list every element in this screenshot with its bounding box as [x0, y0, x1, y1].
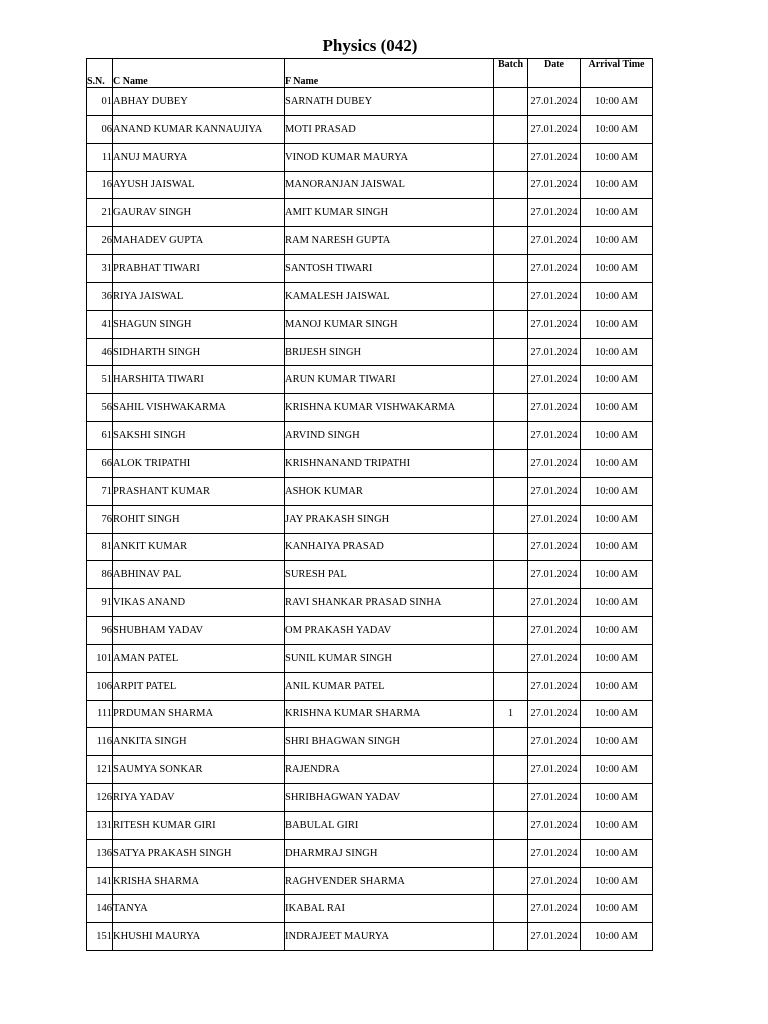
cell-c-name: PRABHAT TIWARI	[113, 255, 285, 283]
cell-sn: 86	[87, 561, 113, 589]
cell-sn: 91	[87, 589, 113, 617]
cell-batch-empty	[494, 310, 528, 338]
table-row	[87, 867, 653, 895]
cell-arrival-time: 10:00 AM	[581, 756, 653, 784]
cell-f-name: JAY PRAKASH SINGH	[285, 505, 494, 533]
cell-arrival-time: 10:00 AM	[581, 227, 653, 255]
cell-f-name: RAGHVENDER SHARMA	[285, 867, 494, 895]
cell-f-name: KAMALESH JAISWAL	[285, 282, 494, 310]
table-row	[87, 366, 653, 394]
cell-batch-empty	[494, 589, 528, 617]
cell-date: 27.01.2024	[528, 756, 581, 784]
cell-c-name: RIYA JAISWAL	[113, 282, 285, 310]
cell-c-name: HARSHITA TIWARI	[113, 366, 285, 394]
cell-date: 27.01.2024	[528, 199, 581, 227]
cell-f-name: AMIT KUMAR SINGH	[285, 199, 494, 227]
cell-sn: 141	[87, 867, 113, 895]
cell-date: 27.01.2024	[528, 282, 581, 310]
cell-sn: 31	[87, 255, 113, 283]
table-row	[87, 505, 653, 533]
cell-sn: 101	[87, 644, 113, 672]
cell-arrival-time: 10:00 AM	[581, 282, 653, 310]
cell-date: 27.01.2024	[528, 644, 581, 672]
cell-arrival-time: 10:00 AM	[581, 310, 653, 338]
table-row	[87, 811, 653, 839]
cell-c-name: ANAND KUMAR KANNAUJIYA	[113, 115, 285, 143]
cell-date: 27.01.2024	[528, 227, 581, 255]
cell-c-name: SAKSHI SINGH	[113, 422, 285, 450]
table-row	[87, 88, 653, 116]
cell-f-name: SUNIL KUMAR SINGH	[285, 644, 494, 672]
cell-c-name: PRASHANT KUMAR	[113, 477, 285, 505]
table-row	[87, 589, 653, 617]
cell-batch-empty	[494, 867, 528, 895]
cell-f-name: SURESH PAL	[285, 561, 494, 589]
table-row	[87, 728, 653, 756]
table-row	[87, 282, 653, 310]
cell-batch-empty	[494, 394, 528, 422]
cell-batch-empty	[494, 227, 528, 255]
cell-date: 27.01.2024	[528, 366, 581, 394]
table-row	[87, 477, 653, 505]
cell-batch-empty	[494, 199, 528, 227]
cell-f-name: SARNATH DUBEY	[285, 88, 494, 116]
table-row	[87, 422, 653, 450]
header-batch: Batch	[494, 59, 528, 88]
cell-date: 27.01.2024	[528, 700, 581, 728]
cell-arrival-time: 10:00 AM	[581, 617, 653, 645]
cell-arrival-time: 10:00 AM	[581, 644, 653, 672]
table-row	[87, 839, 653, 867]
cell-sn: 116	[87, 728, 113, 756]
page-title: Physics (042)	[322, 36, 418, 55]
cell-batch-empty	[494, 561, 528, 589]
table-row	[87, 644, 653, 672]
cell-batch-empty	[494, 672, 528, 700]
cell-f-name: KRISHNA KUMAR SHARMA	[285, 700, 494, 728]
table-row	[87, 338, 653, 366]
cell-date: 27.01.2024	[528, 728, 581, 756]
cell-sn: 46	[87, 338, 113, 366]
cell-c-name: SHUBHAM YADAV	[113, 617, 285, 645]
cell-date: 27.01.2024	[528, 422, 581, 450]
cell-f-name: OM PRAKASH YADAV	[285, 617, 494, 645]
cell-batch-empty	[494, 477, 528, 505]
table-row	[87, 199, 653, 227]
cell-batch-empty	[494, 784, 528, 812]
cell-arrival-time: 10:00 AM	[581, 366, 653, 394]
cell-arrival-time: 10:00 AM	[581, 867, 653, 895]
cell-f-name: ASHOK KUMAR	[285, 477, 494, 505]
cell-arrival-time: 10:00 AM	[581, 839, 653, 867]
cell-c-name: PRDUMAN SHARMA	[113, 700, 285, 728]
cell-f-name: VINOD KUMAR MAURYA	[285, 143, 494, 171]
cell-date: 27.01.2024	[528, 923, 581, 951]
cell-arrival-time: 10:00 AM	[581, 255, 653, 283]
cell-c-name: ARPIT PATEL	[113, 672, 285, 700]
cell-batch-empty	[494, 115, 528, 143]
cell-date: 27.01.2024	[528, 672, 581, 700]
cell-c-name: ANUJ MAURYA	[113, 143, 285, 171]
cell-f-name: ANIL KUMAR PATEL	[285, 672, 494, 700]
cell-batch-empty	[494, 171, 528, 199]
cell-arrival-time: 10:00 AM	[581, 171, 653, 199]
table-row	[87, 923, 653, 951]
cell-date: 27.01.2024	[528, 255, 581, 283]
cell-f-name: MANORANJAN JAISWAL	[285, 171, 494, 199]
cell-sn: 81	[87, 533, 113, 561]
cell-arrival-time: 10:00 AM	[581, 589, 653, 617]
cell-date: 27.01.2024	[528, 171, 581, 199]
cell-c-name: ABHINAV PAL	[113, 561, 285, 589]
header-c-name: C Name	[113, 59, 285, 88]
cell-c-name: SATYA PRAKASH SINGH	[113, 839, 285, 867]
cell-f-name: KANHAIYA PRASAD	[285, 533, 494, 561]
cell-c-name: AMAN PATEL	[113, 644, 285, 672]
cell-batch-empty	[494, 255, 528, 283]
cell-sn: 71	[87, 477, 113, 505]
header-date: Date	[528, 59, 581, 88]
cell-f-name: INDRAJEET MAURYA	[285, 923, 494, 951]
cell-c-name: SIDHARTH SINGH	[113, 338, 285, 366]
candidate-table	[86, 58, 653, 951]
cell-sn: 21	[87, 199, 113, 227]
cell-c-name: ROHIT SINGH	[113, 505, 285, 533]
cell-sn: 41	[87, 310, 113, 338]
table-row	[87, 115, 653, 143]
cell-sn: 111	[87, 700, 113, 728]
cell-batch-empty	[494, 88, 528, 116]
cell-sn: 151	[87, 923, 113, 951]
cell-c-name: RITESH KUMAR GIRI	[113, 811, 285, 839]
cell-batch-empty	[494, 449, 528, 477]
table-row	[87, 171, 653, 199]
table-row	[87, 672, 653, 700]
cell-arrival-time: 10:00 AM	[581, 672, 653, 700]
cell-sn: 146	[87, 895, 113, 923]
cell-c-name: ANKITA SINGH	[113, 728, 285, 756]
cell-f-name: RAJENDRA	[285, 756, 494, 784]
cell-batch: 1	[494, 700, 528, 728]
cell-f-name: KRISHNA KUMAR VISHWAKARMA	[285, 394, 494, 422]
cell-c-name: TANYA	[113, 895, 285, 923]
cell-sn: 06	[87, 115, 113, 143]
cell-date: 27.01.2024	[528, 310, 581, 338]
cell-f-name: BABULAL GIRI	[285, 811, 494, 839]
cell-c-name: KHUSHI MAURYA	[113, 923, 285, 951]
cell-sn: 126	[87, 784, 113, 812]
cell-f-name: RAM NARESH GUPTA	[285, 227, 494, 255]
table-row	[87, 227, 653, 255]
cell-sn: 16	[87, 171, 113, 199]
cell-c-name: ANKIT KUMAR	[113, 533, 285, 561]
cell-batch-empty	[494, 282, 528, 310]
cell-sn: 61	[87, 422, 113, 450]
header-arrival-time: Arrival Time	[581, 59, 653, 88]
cell-date: 27.01.2024	[528, 449, 581, 477]
cell-batch-empty	[494, 505, 528, 533]
cell-arrival-time: 10:00 AM	[581, 533, 653, 561]
header-f-name: F Name	[285, 59, 494, 88]
cell-f-name: MOTI PRASAD	[285, 115, 494, 143]
cell-arrival-time: 10:00 AM	[581, 811, 653, 839]
table-row	[87, 784, 653, 812]
cell-arrival-time: 10:00 AM	[581, 784, 653, 812]
cell-sn: 51	[87, 366, 113, 394]
cell-arrival-time: 10:00 AM	[581, 477, 653, 505]
cell-date: 27.01.2024	[528, 784, 581, 812]
cell-arrival-time: 10:00 AM	[581, 700, 653, 728]
cell-arrival-time: 10:00 AM	[581, 923, 653, 951]
table-row	[87, 895, 653, 923]
cell-batch-empty	[494, 895, 528, 923]
cell-f-name: ARVIND SINGH	[285, 422, 494, 450]
cell-c-name: SAHIL VISHWAKARMA	[113, 394, 285, 422]
cell-sn: 76	[87, 505, 113, 533]
table-row	[87, 756, 653, 784]
cell-batch-empty	[494, 644, 528, 672]
cell-batch-empty	[494, 728, 528, 756]
cell-arrival-time: 10:00 AM	[581, 422, 653, 450]
cell-f-name: KRISHNANAND TRIPATHI	[285, 449, 494, 477]
cell-f-name: SHRIBHAGWAN YADAV	[285, 784, 494, 812]
cell-c-name: SAUMYA SONKAR	[113, 756, 285, 784]
cell-batch-empty	[494, 366, 528, 394]
cell-f-name: ARUN KUMAR TIWARI	[285, 366, 494, 394]
cell-date: 27.01.2024	[528, 338, 581, 366]
cell-date: 27.01.2024	[528, 811, 581, 839]
cell-c-name: AYUSH JAISWAL	[113, 171, 285, 199]
cell-sn: 131	[87, 811, 113, 839]
cell-date: 27.01.2024	[528, 533, 581, 561]
cell-arrival-time: 10:00 AM	[581, 394, 653, 422]
cell-date: 27.01.2024	[528, 561, 581, 589]
cell-arrival-time: 10:00 AM	[581, 338, 653, 366]
cell-date: 27.01.2024	[528, 867, 581, 895]
cell-batch-empty	[494, 811, 528, 839]
cell-arrival-time: 10:00 AM	[581, 143, 653, 171]
cell-sn: 96	[87, 617, 113, 645]
cell-sn: 136	[87, 839, 113, 867]
cell-date: 27.01.2024	[528, 394, 581, 422]
cell-sn: 56	[87, 394, 113, 422]
table-row	[87, 561, 653, 589]
table-body	[87, 88, 653, 951]
table-row	[87, 394, 653, 422]
cell-date: 27.01.2024	[528, 617, 581, 645]
table-row	[87, 143, 653, 171]
cell-sn: 36	[87, 282, 113, 310]
cell-batch-empty	[494, 617, 528, 645]
cell-arrival-time: 10:00 AM	[581, 728, 653, 756]
cell-f-name: RAVI SHANKAR PRASAD SINHA	[285, 589, 494, 617]
cell-date: 27.01.2024	[528, 143, 581, 171]
cell-f-name: SANTOSH TIWARI	[285, 255, 494, 283]
cell-sn: 26	[87, 227, 113, 255]
cell-f-name: DHARMRAJ SINGH	[285, 839, 494, 867]
table-row	[87, 700, 653, 728]
cell-batch-empty	[494, 533, 528, 561]
table-row	[87, 533, 653, 561]
cell-date: 27.01.2024	[528, 895, 581, 923]
cell-arrival-time: 10:00 AM	[581, 199, 653, 227]
cell-sn: 11	[87, 143, 113, 171]
cell-sn: 106	[87, 672, 113, 700]
cell-f-name: IKABAL RAI	[285, 895, 494, 923]
cell-arrival-time: 10:00 AM	[581, 505, 653, 533]
table-row	[87, 449, 653, 477]
cell-arrival-time: 10:00 AM	[581, 895, 653, 923]
cell-sn: 66	[87, 449, 113, 477]
cell-batch-empty	[494, 756, 528, 784]
cell-date: 27.01.2024	[528, 88, 581, 116]
cell-f-name: SHRI BHAGWAN SINGH	[285, 728, 494, 756]
cell-c-name: RIYA YADAV	[113, 784, 285, 812]
cell-c-name: ALOK TRIPATHI	[113, 449, 285, 477]
cell-date: 27.01.2024	[528, 505, 581, 533]
cell-c-name: ABHAY DUBEY	[113, 88, 285, 116]
header-sn: S.N.	[87, 59, 113, 88]
cell-arrival-time: 10:00 AM	[581, 561, 653, 589]
cell-date: 27.01.2024	[528, 589, 581, 617]
table-row	[87, 617, 653, 645]
cell-c-name: KRISHA SHARMA	[113, 867, 285, 895]
cell-c-name: VIKAS ANAND	[113, 589, 285, 617]
cell-batch-empty	[494, 923, 528, 951]
cell-c-name: SHAGUN SINGH	[113, 310, 285, 338]
cell-batch-empty	[494, 143, 528, 171]
cell-f-name: MANOJ KUMAR SINGH	[285, 310, 494, 338]
cell-batch-empty	[494, 338, 528, 366]
cell-date: 27.01.2024	[528, 839, 581, 867]
cell-arrival-time: 10:00 AM	[581, 88, 653, 116]
table-row	[87, 310, 653, 338]
cell-sn: 01	[87, 88, 113, 116]
cell-batch-empty	[494, 839, 528, 867]
cell-c-name: MAHADEV GUPTA	[113, 227, 285, 255]
table-row	[87, 255, 653, 283]
table-header-row	[87, 59, 653, 88]
cell-arrival-time: 10:00 AM	[581, 115, 653, 143]
cell-f-name: BRIJESH SINGH	[285, 338, 494, 366]
cell-c-name: GAURAV SINGH	[113, 199, 285, 227]
cell-sn: 121	[87, 756, 113, 784]
cell-batch-empty	[494, 422, 528, 450]
cell-date: 27.01.2024	[528, 115, 581, 143]
cell-date: 27.01.2024	[528, 477, 581, 505]
cell-arrival-time: 10:00 AM	[581, 449, 653, 477]
